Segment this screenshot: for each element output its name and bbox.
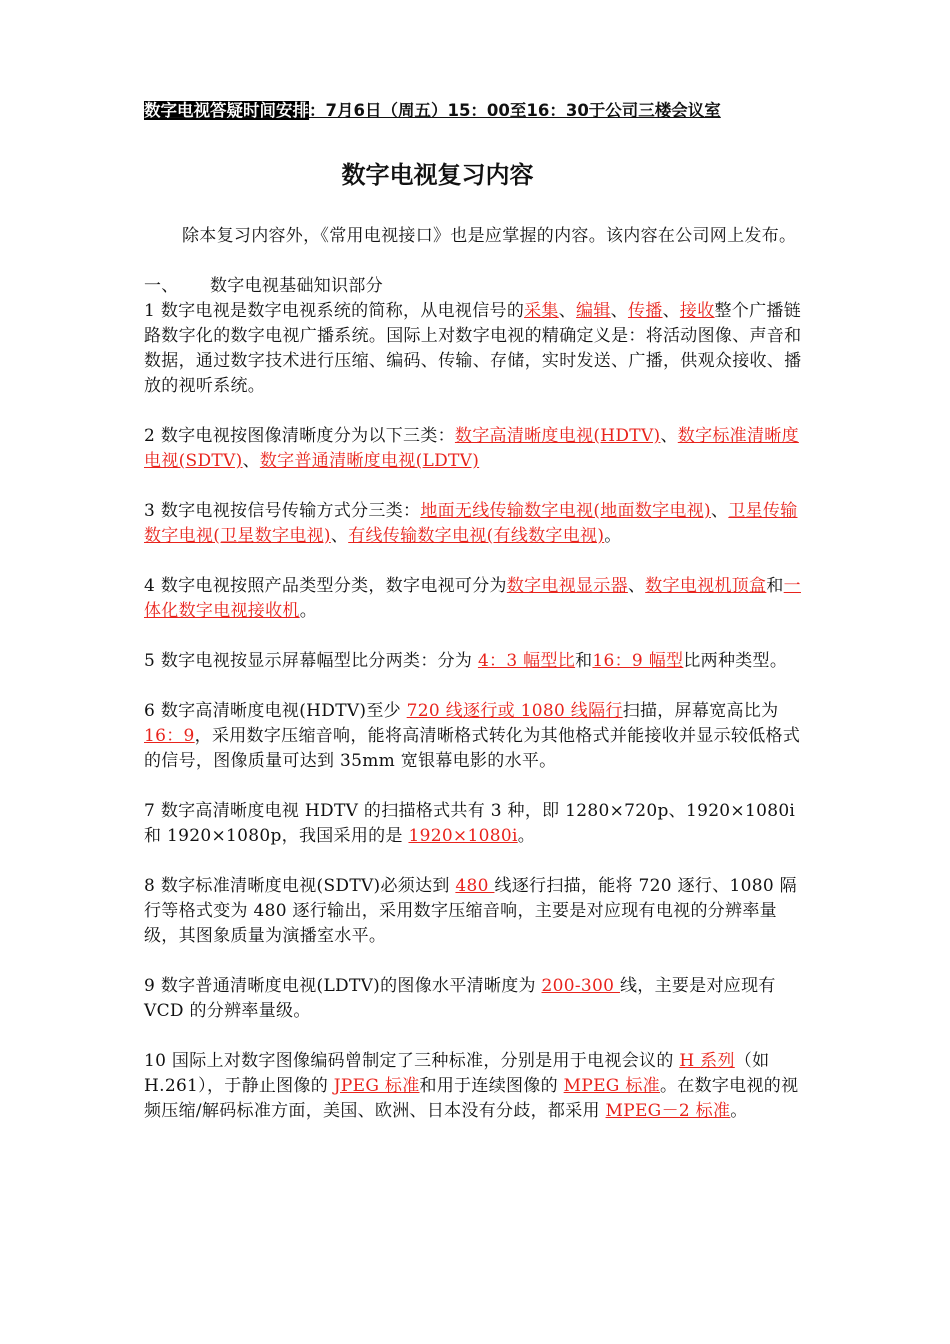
text: 。在数字电视的视频压缩/解码标准方面，美国、欧洲、日本没有分歧，都采用	[144, 1076, 799, 1121]
paragraph-8	[144, 874, 806, 949]
keyword: 采集	[524, 301, 559, 321]
keyword: 200-300	[541, 976, 620, 996]
notice-label: 数字电视答疑时间安排	[144, 101, 309, 120]
text: 9 数字普通清晰度电视(LDTV)的图像水平清晰度为	[144, 976, 542, 996]
text: 比两种类型。	[683, 651, 788, 671]
paragraph-7	[144, 799, 806, 849]
paragraph-1	[144, 299, 806, 399]
keyword: H 系列	[679, 1051, 735, 1071]
text: 、	[627, 576, 646, 596]
keyword: 卫星传输数字电视(卫星数字电视)	[144, 501, 798, 546]
keyword: 一体化数字电视接收机	[144, 576, 801, 621]
keyword: 16：9 幅型	[592, 651, 684, 671]
intro-paragraph: 除本复习内容外，《常用电视接口》也是应掌握的内容。该内容在公司网上发布。	[182, 226, 797, 246]
paragraph-3	[144, 499, 806, 549]
text: 线逐行扫描，能将 720 逐行、1080 隔行等格式变为 480 逐行输出，采用数字压缩音响，主要是对应现有电视的分辨率量级，其图象质量为演播室水平。	[144, 876, 797, 946]
text: （如 H.261），于静止图像的	[144, 1051, 770, 1096]
section-heading	[144, 274, 806, 299]
text: 、	[662, 301, 680, 321]
keyword: 4：3 幅型比	[477, 651, 576, 671]
section-number: 一、	[144, 276, 179, 296]
paragraph-4	[144, 574, 806, 624]
text: 、	[711, 501, 729, 521]
document-body	[144, 224, 806, 1149]
text: ，采用数字压缩音响，能将高清晰格式转化为其他格式并能接收并显示较低格式的信号，图像质量可达到 35mm 宽银幕电影的水平。	[144, 726, 801, 771]
text: 6 数字高清晰度电视(HDTV)至少	[144, 701, 407, 721]
text: 和用于连续图像的	[419, 1076, 564, 1096]
keyword: MPEG 标准	[563, 1076, 660, 1096]
text: 、	[660, 426, 678, 446]
keyword: 数字标准清晰度电视(SDTV)	[144, 426, 799, 471]
paragraph-9	[144, 974, 806, 1024]
keyword: 传播	[627, 301, 663, 321]
paragraph-5	[144, 649, 806, 674]
section-label: 数字电视基础知识部分	[210, 276, 383, 296]
text: 和	[766, 576, 784, 596]
text: 。	[517, 826, 535, 846]
paragraph-6	[144, 699, 806, 774]
text: 4 数字电视按照产品类型分类，数字电视可分为	[144, 576, 507, 596]
keyword: 地面无线传输数字电视(地面数字电视)	[420, 501, 711, 521]
text: 、	[330, 526, 349, 546]
keyword: 数字电视机顶盒	[645, 576, 767, 596]
text: 、	[558, 301, 577, 321]
text: 线，主要是对应现有 VCD 的分辨率量级。	[144, 976, 776, 1021]
keyword: 数字电视显示器	[506, 576, 628, 596]
page-title: 数字电视复习内容	[341, 161, 534, 189]
paragraph-2	[144, 424, 806, 474]
text: 1 数字电视是数字电视系统的简称，从电视信号的	[144, 301, 525, 321]
keyword: 720 线逐行或 1080 线隔行	[406, 701, 623, 721]
keyword: 接收	[679, 301, 715, 321]
text: 整个广播链路数字化的数字电视广播系统。国际上对数字电视的精确定义是：将活动图像、声音和数据，通过数字技术进行压缩、编码、传输、存储，实时发送、广播，供观众接收、播放的视听系统。	[144, 301, 802, 396]
text: 5 数字电视按显示屏幕幅型比分两类：分为	[144, 651, 478, 671]
keyword: 有线传输数字电视(有线数字电视)	[348, 526, 605, 546]
text: 和	[575, 651, 593, 671]
notice-text: ：7月6日（周五）15：00至16：30于公司三楼会议室	[309, 101, 721, 120]
text: 扫描，屏幕宽高比为	[622, 701, 779, 721]
paragraph-10	[144, 1049, 806, 1124]
text: 10 国际上对数字图像编码曾制定了三种标准，分别是用于电视会议的	[144, 1051, 680, 1071]
text: 、	[242, 451, 260, 471]
text: 。	[299, 601, 318, 621]
keyword: JPEG 标准	[333, 1076, 420, 1096]
text: 、	[610, 301, 628, 321]
keyword: 1920×1080i	[408, 826, 518, 846]
keyword: 16：9	[144, 726, 195, 746]
keyword: 编辑	[576, 301, 611, 321]
keyword: 数字高清晰度电视(HDTV)	[454, 426, 661, 446]
schedule-notice	[144, 99, 824, 123]
text: 。	[730, 1101, 748, 1121]
text: 8 数字标准清晰度电视(SDTV)必须达到	[144, 876, 456, 896]
keyword: MPEG－2 标准	[605, 1101, 731, 1121]
text: 3 数字电视按信号传输方式分三类：	[144, 501, 421, 521]
keyword: 480	[455, 876, 495, 896]
text: 2 数字电视按图像清晰度分为以下三类：	[144, 426, 455, 446]
keyword: 数字普通清晰度电视(LDTV)	[259, 451, 480, 471]
text: 7 数字高清晰度电视 HDTV 的扫描格式共有 3 种，即 1280×720p、1920×1080i 和 1920×1080p，我国采用的是	[144, 801, 796, 846]
text: 。	[604, 526, 622, 546]
